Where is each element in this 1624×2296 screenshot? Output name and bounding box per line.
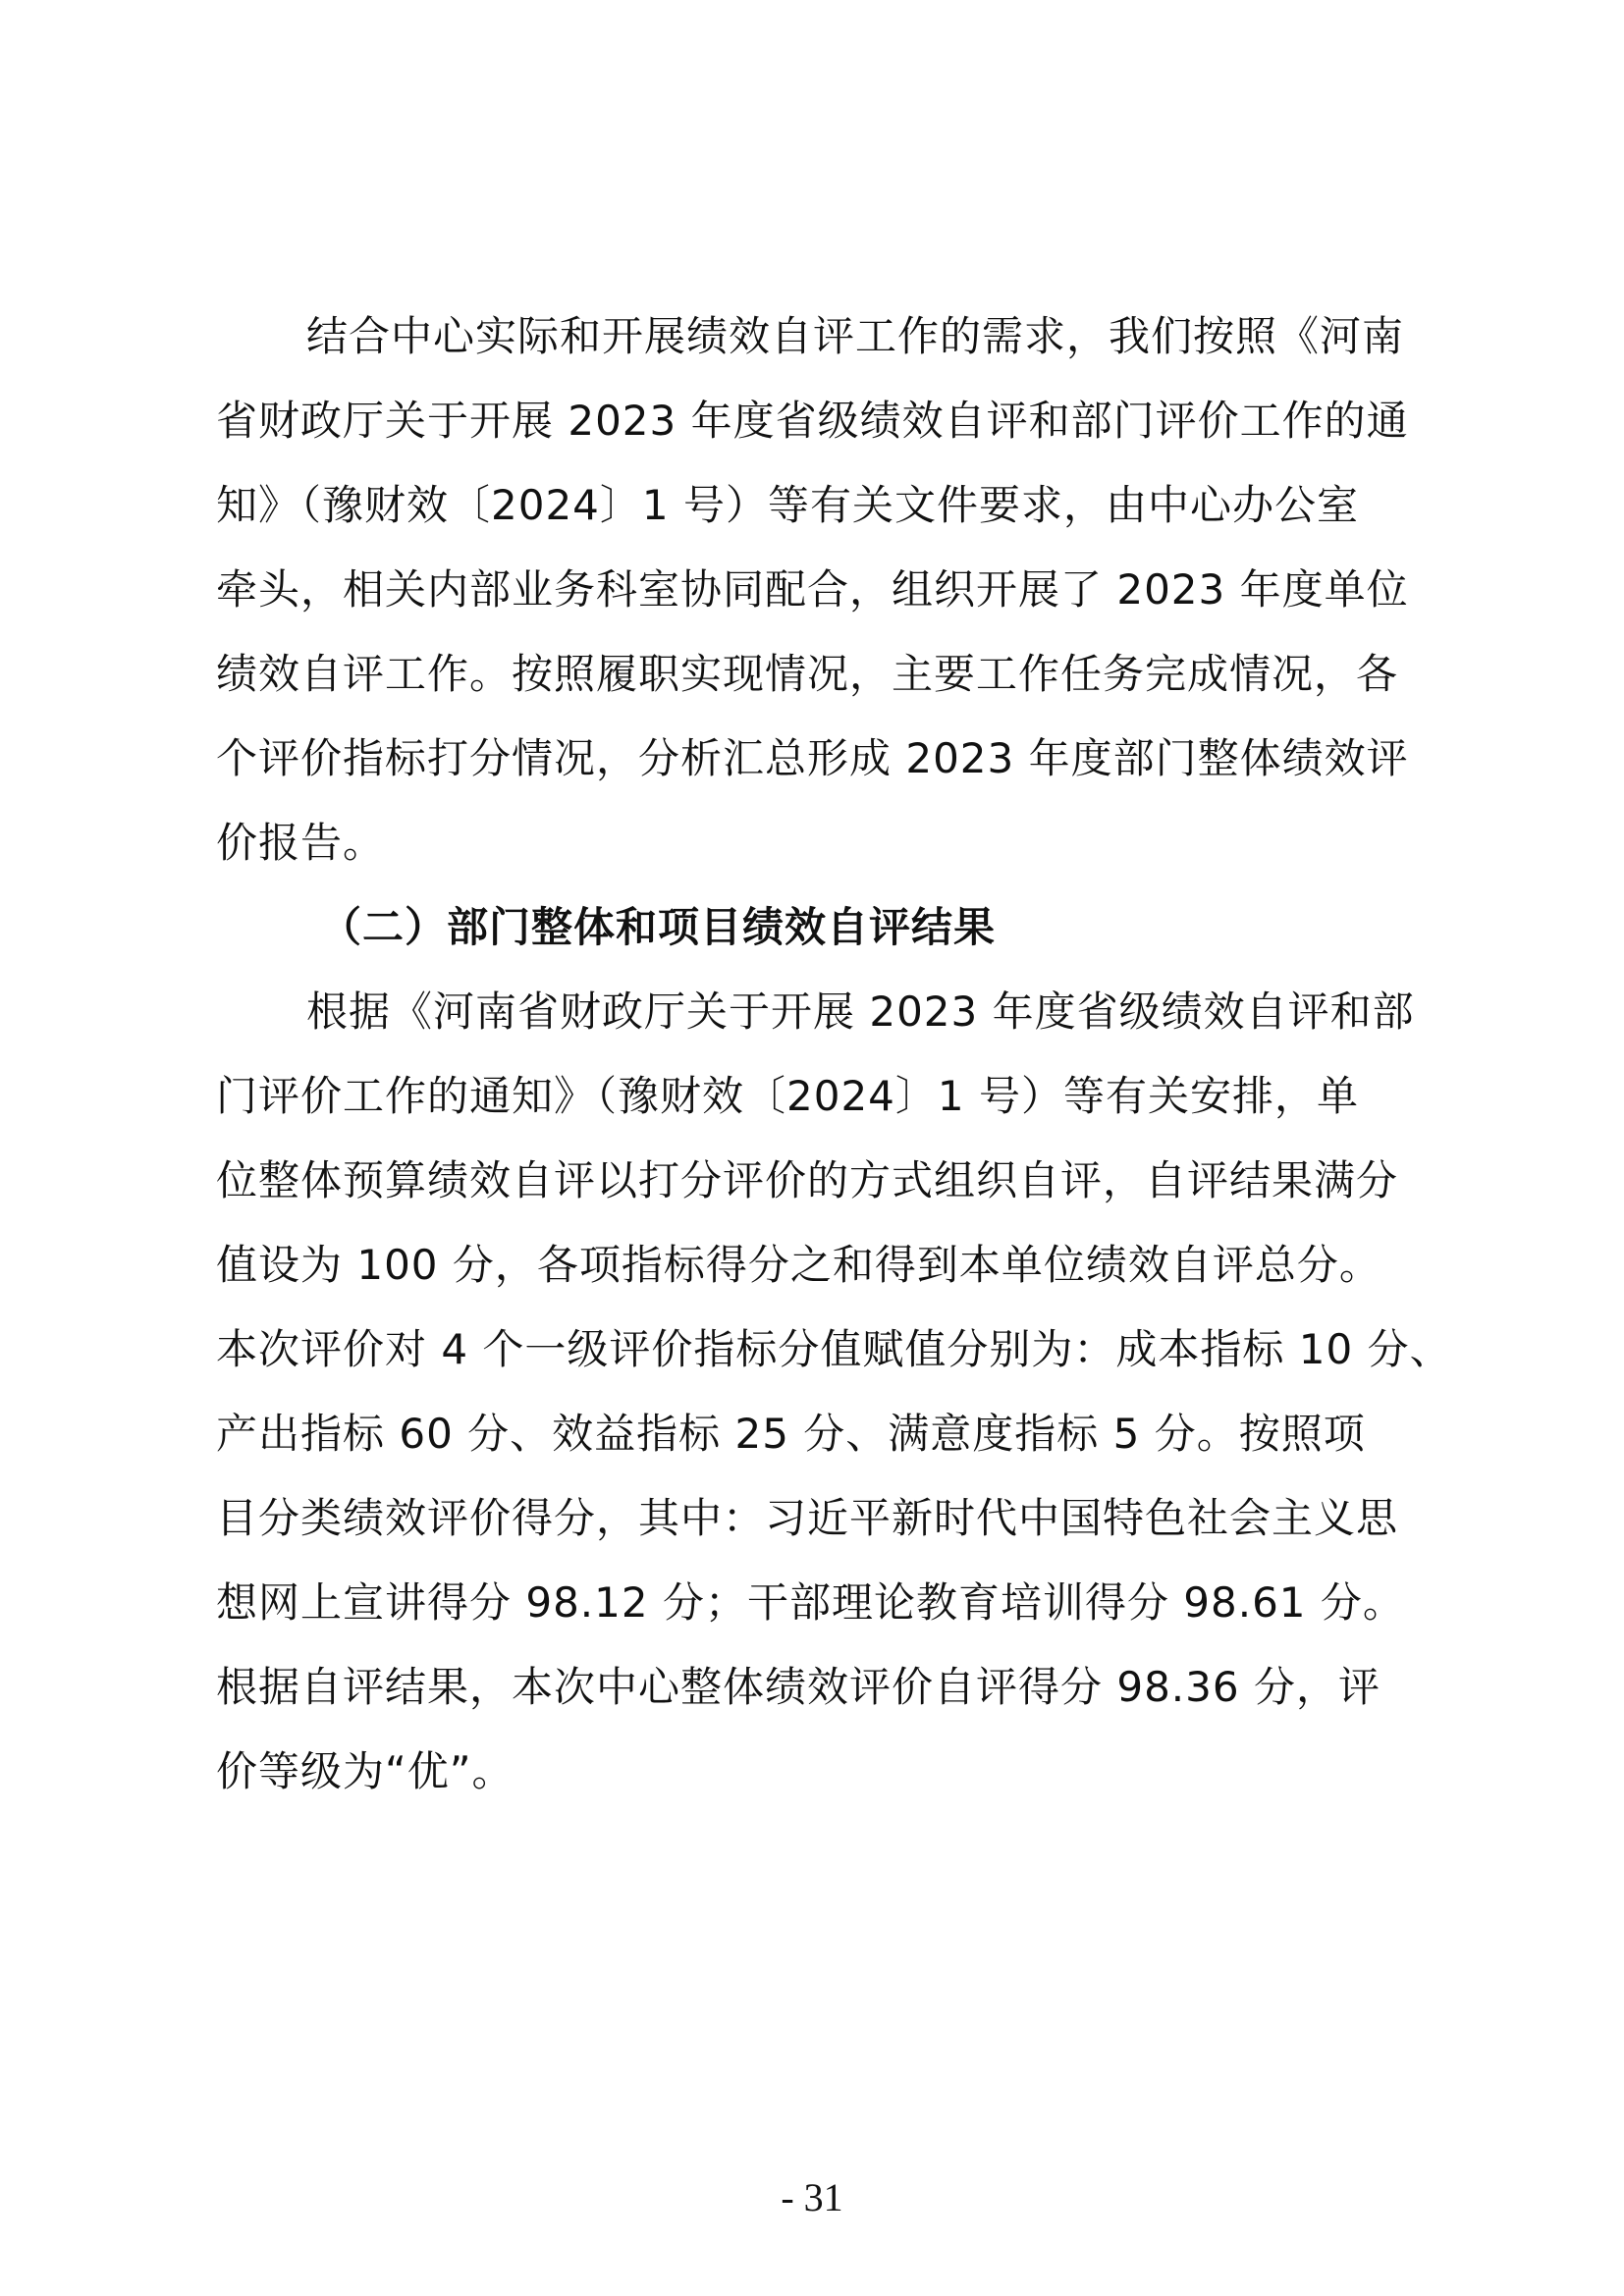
paragraph-2-line-6: 产出指标 60 分、效益指标 25 分、满意度指标 5 分。按照项	[216, 1410, 1366, 1458]
paragraph-2-line-4: 值设为 100 分，各项指标得分之和得到本单位绩效自评总分。	[216, 1241, 1381, 1289]
paragraph-1-line-6: 个评价指标打分情况，分析汇总形成 2023 年度部门整体绩效评	[216, 734, 1409, 782]
paragraph-1-line-2: 省财政厅关于开展 2023 年度省级绩效自评和部门评价工作的通	[216, 397, 1409, 445]
document-body	[216, 294, 1452, 1814]
paragraph-1-line-3: 知》（豫财效〔2024〕1 号）等有关文件要求，由中心办公室	[216, 481, 1359, 529]
paragraph-2-line-7: 目分类绩效评价得分，其中：习近平新时代中国特色社会主义思	[216, 1494, 1399, 1542]
paragraph-2-line-5: 本次评价对 4 个一级评价指标分值赋值分别为：成本指标 10 分、	[216, 1325, 1452, 1373]
paragraph-2-line-8: 想网上宣讲得分 98.12 分；干部理论教育培训得分 98.61 分。	[216, 1578, 1405, 1627]
paragraph-2-line-10: 价等级为“优”。	[216, 1747, 514, 1795]
paragraph-2-line-9: 根据自评结果，本次中心整体绩效评价自评得分 98.36 分，评	[216, 1663, 1380, 1711]
paragraph-1-line-7: 价报告。	[216, 819, 386, 867]
paragraph-2-line-2: 门评价工作的通知》（豫财效〔2024〕1 号）等有关安排，单	[216, 1072, 1359, 1120]
section-heading: （二）部门整体和项目绩效自评结果	[320, 903, 997, 951]
paragraph-2-line-1: 根据《河南省财政厅关于开展 2023 年度省级绩效自评和部	[306, 988, 1415, 1036]
paragraph-2-line-3: 位整体预算绩效自评以打分评价的方式组织自评，自评结果满分	[216, 1156, 1399, 1204]
paragraph-1-line-4: 牵头，相关内部业务科室协同配合，组织开展了 2023 年度单位	[216, 565, 1409, 614]
paragraph-1-line-1: 结合中心实际和开展绩效自评工作的需求，我们按照《河南	[306, 312, 1405, 360]
page-number: - 31	[781, 2175, 843, 2219]
paragraph-1-line-5: 绩效自评工作。按照履职实现情况，主要工作任务完成情况，各	[216, 650, 1399, 698]
